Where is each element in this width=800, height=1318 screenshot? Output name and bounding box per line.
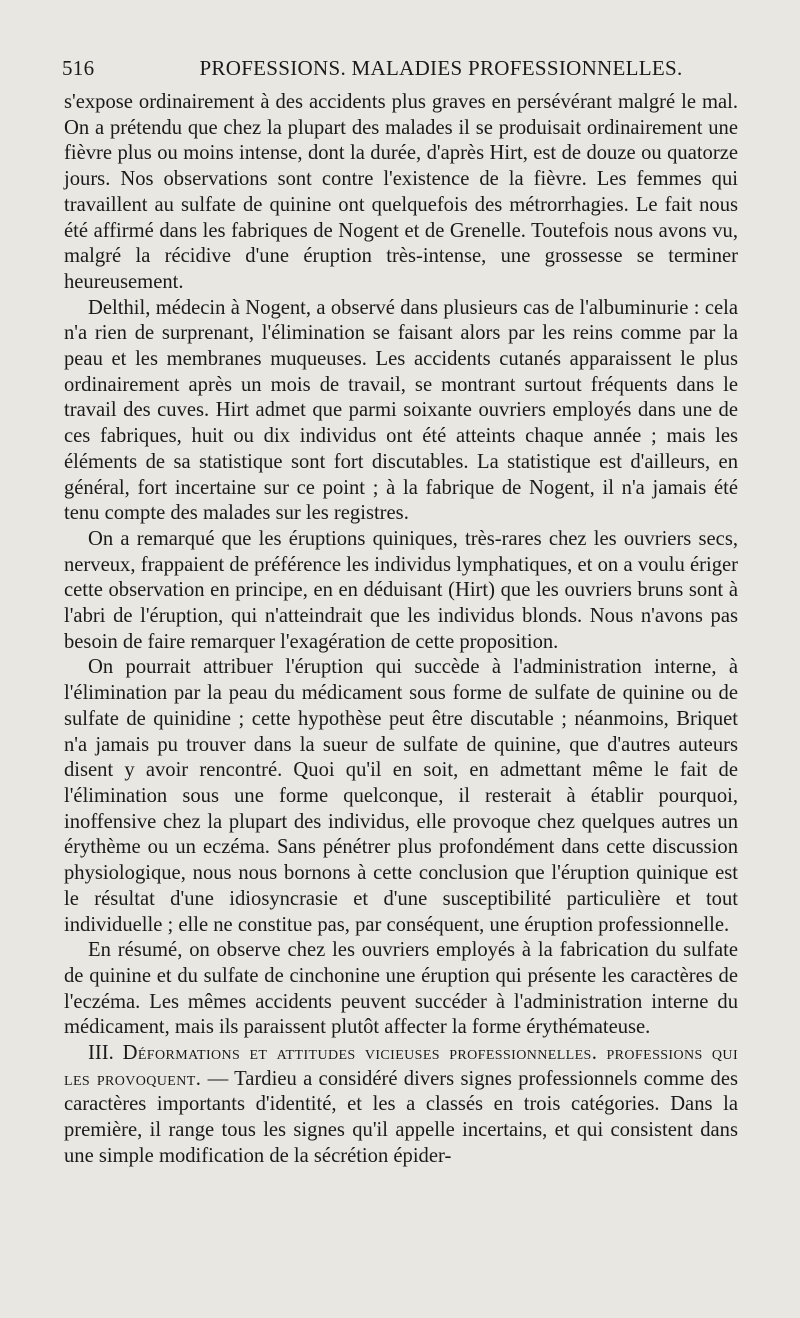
section-heading: Déformations et attitudes vicieuses professionnelles. professions qui les provoquent. xyxy=(64,1042,739,1090)
paragraph: s'expose ordinairement à des accidents plus graves en persévérant malgré le mal. On a prétendu que chez la plupart des malades il se produisait ordinairement une fièvre plus ou moins intense, dont la durée, d'après Hirt, est de douze ou quatorze jours. Nos observations sont contre l'existence de la fièvre. Les femmes qui travaillent au sulfate de quinine ont quelquefois des métrorrhagies. Le fait nous été affirmé dans les fabriques de Nogent et de Grenelle. Toutefois nous avons vu, malgré la récidive d'une éruption très-intense, une grossesse se terminer heureusement. xyxy=(64,91,738,293)
paragraph: On pourrait attribuer l'éruption qui succède à l'administration interne, à l'élimination par la peau du médicament sous forme de sulfate de quinine ou de sulfate de quinidine ; cette hypothèse peut être discutable ; néanmoins, Briquet n'a jamais pu trouver dans la sueur de sulfate de quinine, que d'autres auteurs disent y avoir rencontré. Quoi qu'il en soit, en admettant même le fait de l'élimination sous une forme quelconque, il resterait à établir pourquoi, inoffensive chez la plupart des individus, elle provoque chez quelques autres un érythème ou un eczéma. Sans pénétrer plus profondément dans cette discussion physiologique, nous nous bornons à cette conclusion que l'éruption quinique est le résultat d'une idiosyncrasie et d'une susceptibilité particulière et tout individuelle ; elle ne constitue pas, par conséquent, une éruption professionnelle. xyxy=(64,656,738,936)
page-body xyxy=(64,90,738,1170)
section-dash: — xyxy=(201,1067,235,1090)
running-title: PROFESSIONS. MALADIES PROFESSIONNELLES. xyxy=(199,56,683,80)
section-text: Tardieu a considéré divers signes professionnels comme des caractères importants d'identité, et les a classés en trois catégories. Dans la première, il range tous les signes qu'il appelle incertains, et qui consistent dans une simple modification de la sécrétion épider- xyxy=(64,1067,738,1167)
paragraph: En résumé, on observe chez les ouvriers employés à la fabrication du sulfate de quinine et du sulfate de cinchonine une éruption qui présente les caractères de l'eczéma. Les mêmes accidents peuvent succéder à l'administration interne du médicament, mais ils paraissent plutôt affecter la forme érythémateuse. xyxy=(64,939,738,1039)
paragraph: Delthil, médecin à Nogent, a observé dans plusieurs cas de l'albuminurie : cela n'a rien de surprenant, l'élimination se faisant alors par les reins comme par la peau et les membranes muqueuses. Les accidents cutanés apparaissent le plus ordinairement après un mois de travail, se montrant surtout fréquents dans le travail des cuves. Hirt admet que parmi soixante ouvriers employés dans une de ces fabriques, huit ou dix individus ont été atteints chaque année ; mais les éléments de sa statistique sont fort discutables. La statistique est d'ailleurs, en général, fort incertaine sur ce point ; à la fabrique de Nogent, il n'a jamais été tenu compte des malades sur les registres. xyxy=(64,296,738,525)
section-number: III. xyxy=(88,1042,114,1065)
page-header xyxy=(62,56,740,86)
paragraph: On a remarqué que les éruptions quiniques, très-rares chez les ouvriers secs, nerveux, frappaient de préférence les individus lymphatiques, et on a voulu ériger cette observation en principe, en en déduisant (Hirt) que les ouvriers bruns sont à l'abri de l'éruption, qui n'atteindrait que les individus blonds. Nous n'avons pas besoin de faire remarquer l'exagération de cette proposition. xyxy=(64,527,738,653)
section-paragraph xyxy=(64,1041,738,1170)
page-number: 516 xyxy=(62,56,95,80)
